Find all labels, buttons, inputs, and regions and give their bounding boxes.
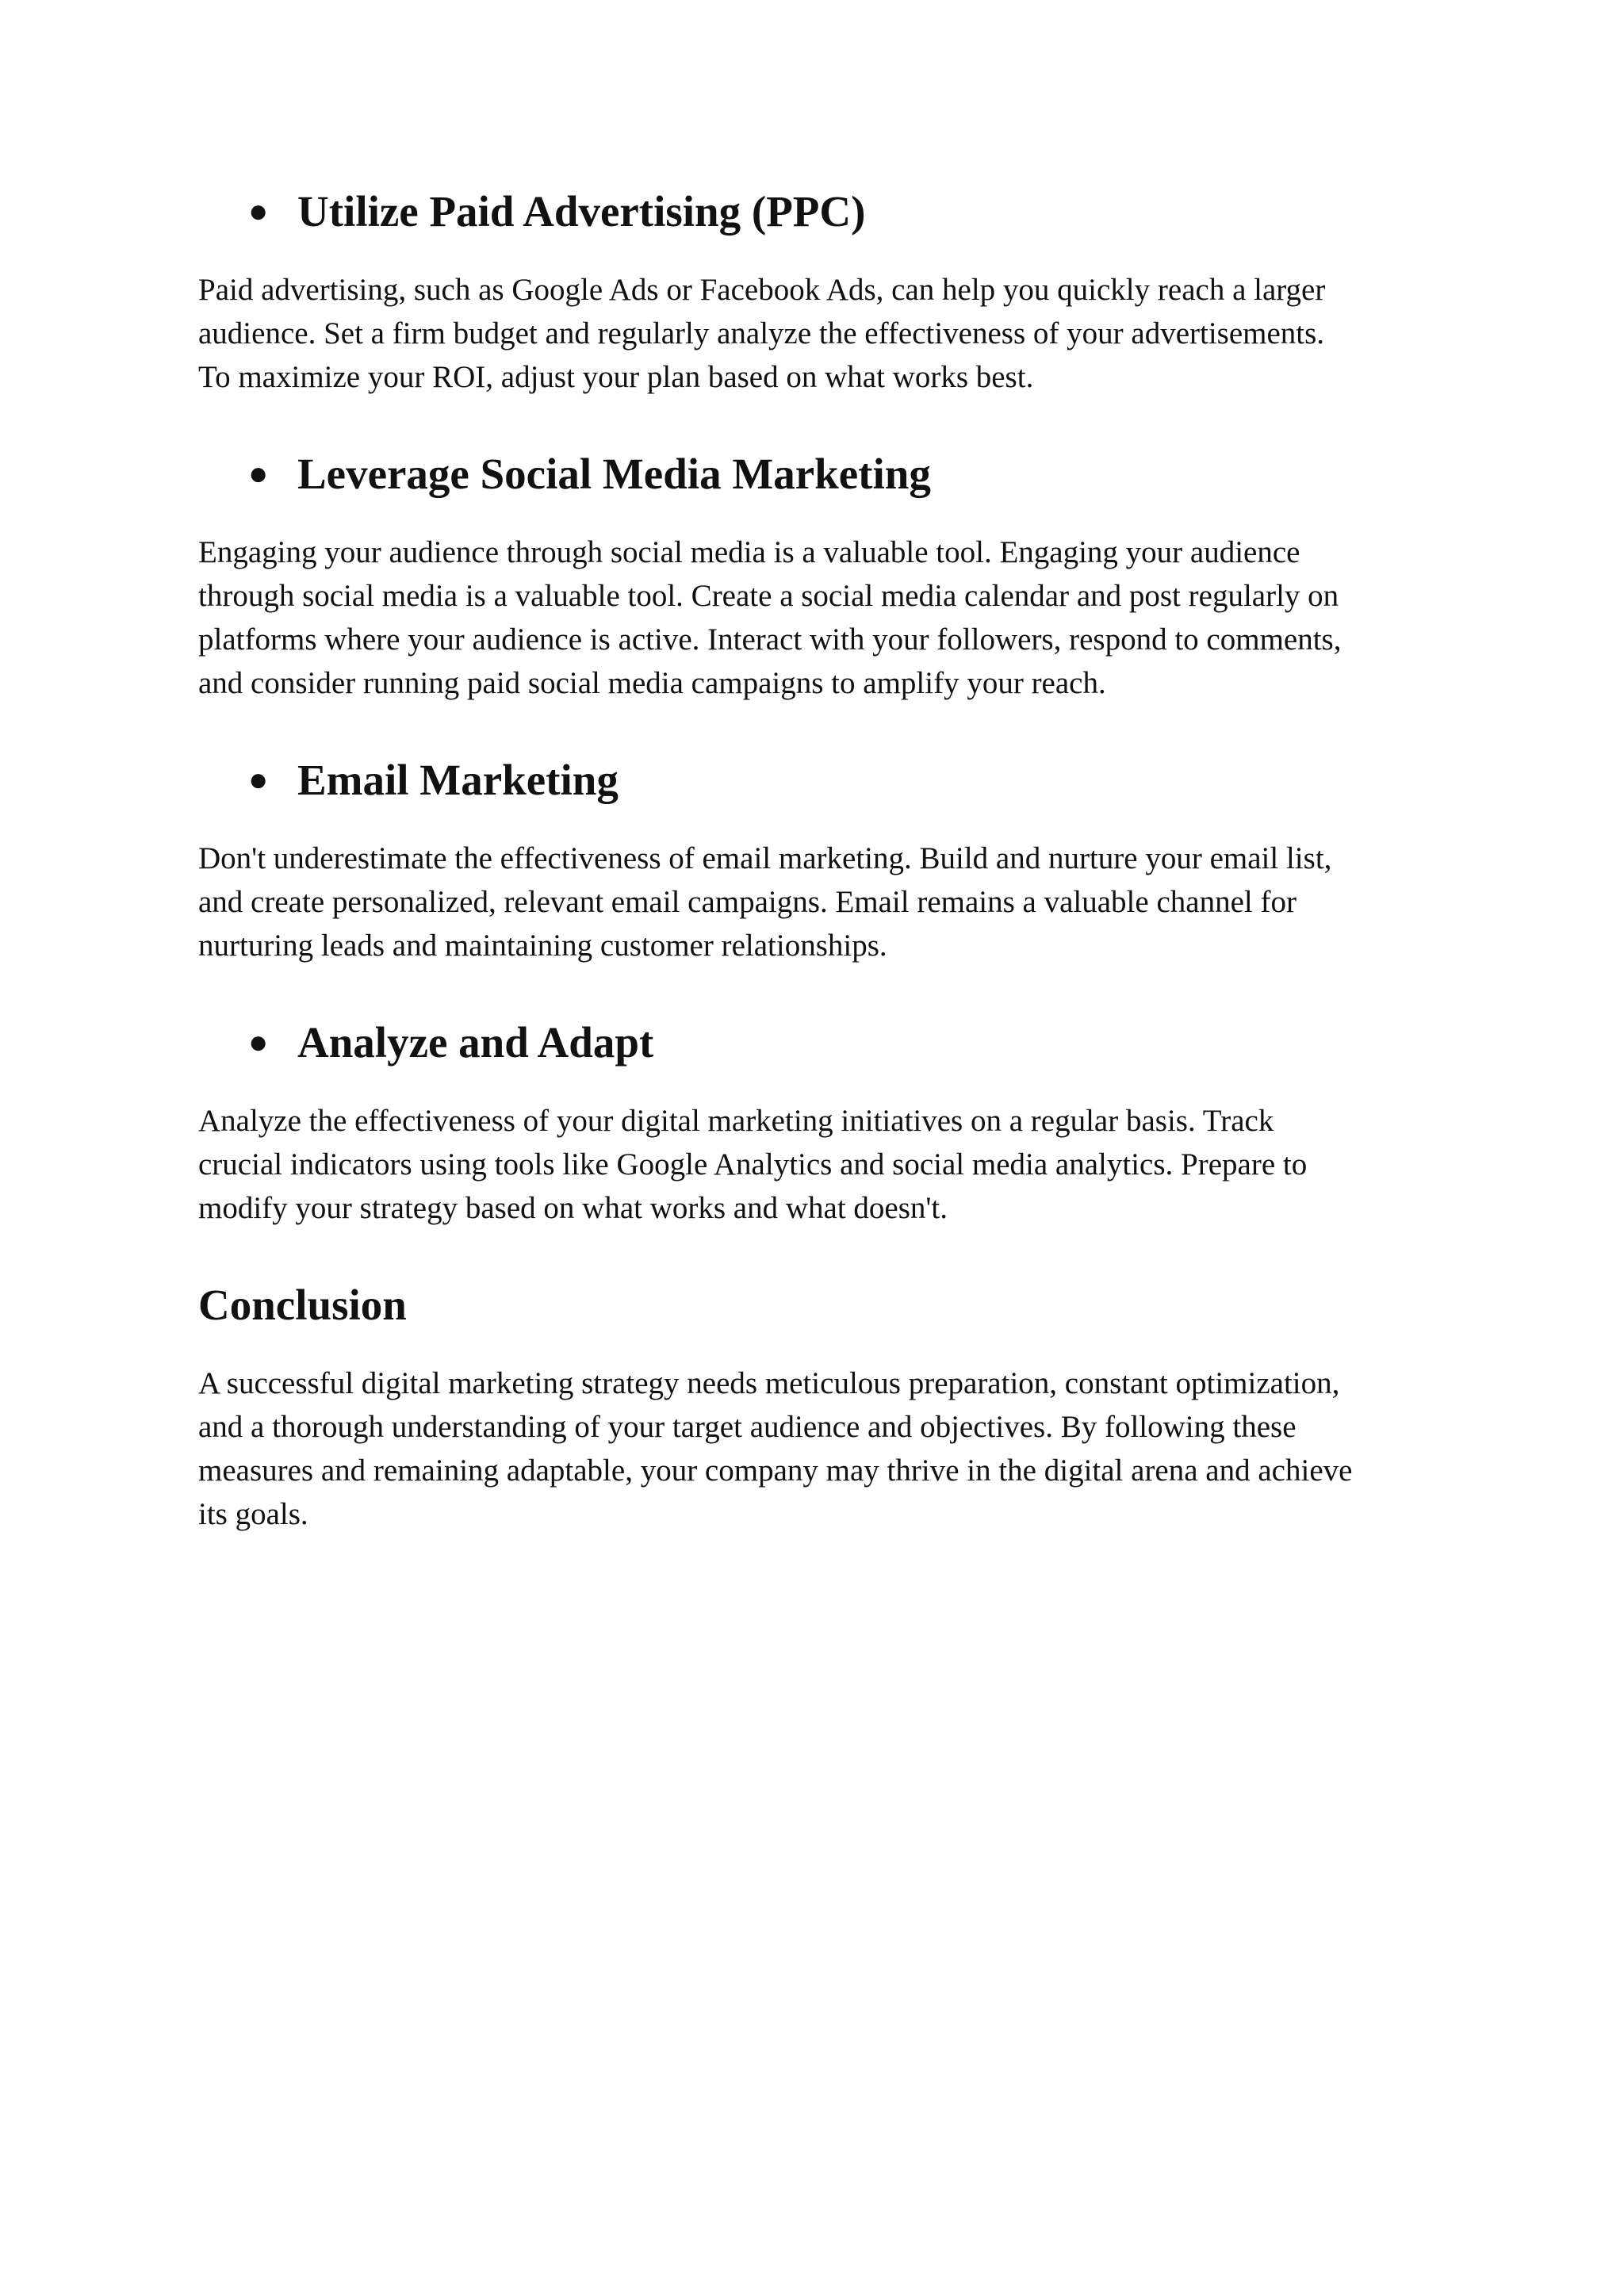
section-heading-paid-advertising [198, 184, 1435, 239]
text-line: nurturing leads and maintaining customer relationships. [198, 929, 887, 963]
text-line: A successful digital marketing strategy needs meticulous preparation, constant optimization, [198, 1366, 1340, 1400]
paragraph-conclusion [198, 1361, 1435, 1536]
text-line: modify your strategy based on what works and what doesn't. [198, 1191, 948, 1225]
text-line: Analyze the effectiveness of your digital marketing initiatives on a regular basis. Track [198, 1104, 1274, 1138]
heading-text: Analyze and Adapt [297, 1018, 654, 1067]
conclusion-heading: Conclusion [198, 1281, 407, 1329]
paragraph-social-media [198, 530, 1435, 705]
text-line: and create personalized, relevant email campaigns. Email remains a valuable channel for [198, 885, 1297, 919]
paragraph-analyze-adapt [198, 1099, 1435, 1230]
text-line: through social media is a valuable tool. Create a social media calendar and post regularly on [198, 579, 1339, 613]
heading-text: Leverage Social Media Marketing [297, 450, 931, 498]
section-heading-social-media [198, 446, 1435, 502]
text-line: platforms where your audience is active. Interact with your followers, respond to comments, [198, 622, 1342, 657]
bullet-icon: ● [248, 456, 269, 492]
section-heading-analyze-adapt [198, 1015, 1435, 1070]
text-line: and consider running paid social media campaigns to amplify your reach. [198, 666, 1106, 700]
bullet-icon: ● [248, 1024, 269, 1061]
text-line: audience. Set a firm budget and regularly analyze the effectiveness of your advertisements. [198, 316, 1325, 350]
paragraph-paid-advertising [198, 268, 1435, 399]
text-line: Engaging your audience through social media is a valuable tool. Engaging your audience [198, 535, 1300, 569]
text-line: and a thorough understanding of your target audience and objectives. By following these [198, 1410, 1297, 1444]
document-page [198, 184, 1435, 1584]
text-line: its goals. [198, 1497, 308, 1531]
text-line: Don't underestimate the effectiveness of email marketing. Build and nurture your email list, [198, 841, 1332, 875]
bullet-icon: ● [248, 193, 269, 230]
text-line: measures and remaining adaptable, your company may thrive in the digital arena and achieve [198, 1453, 1353, 1488]
heading-text: Utilize Paid Advertising (PPC) [297, 187, 866, 236]
text-line: To maximize your ROI, adjust your plan based on what works best. [198, 360, 1034, 394]
heading-text: Email Marketing [297, 756, 619, 804]
text-line: crucial indicators using tools like Google Analytics and social media analytics. Prepare to [198, 1147, 1308, 1181]
paragraph-email-marketing [198, 837, 1435, 967]
section-heading-email-marketing [198, 753, 1435, 808]
bullet-icon: ● [248, 762, 269, 798]
text-line: Paid advertising, such as Google Ads or Facebook Ads, can help you quickly reach a larger [198, 273, 1326, 307]
